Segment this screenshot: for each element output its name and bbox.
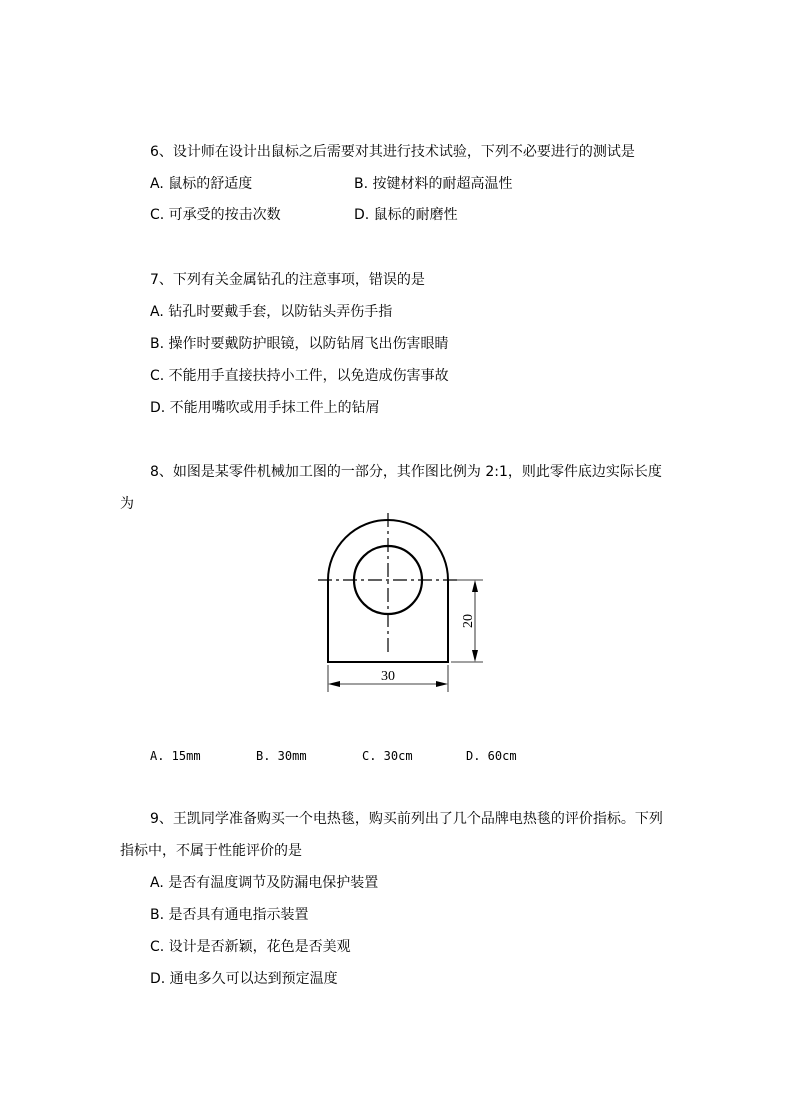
q7-option-a: A. 钻孔时要戴手套，以防钻头弄伤手指 — [150, 304, 393, 320]
arrow-up-icon — [472, 580, 478, 592]
arrow-down-icon — [472, 650, 478, 662]
q9-option-c: C. 设计是否新颖，花色是否美观 — [150, 939, 351, 955]
q6-option-b: B. 按键材料的耐超高温性 — [354, 176, 513, 192]
q7-option-d: D. 不能用嘴吹或用手抹工件上的钻屑 — [150, 400, 380, 416]
arrow-left-icon — [328, 681, 340, 687]
q9-option-b: B. 是否具有通电指示装置 — [150, 907, 309, 923]
q8-option-c: C. 30cm — [362, 749, 413, 763]
dim-width-label: 30 — [381, 669, 395, 684]
q7-option-b: B. 操作时要戴防护眼镜，以防钻屑飞出伤害眼睛 — [150, 336, 449, 352]
q9-option-d: D. 通电多久可以达到预定温度 — [150, 971, 338, 987]
q6-option-d: D. 鼠标的耐磨性 — [354, 207, 458, 223]
q6-option-a: A. 鼠标的舒适度 — [150, 176, 253, 192]
q8-option-a: A. 15mm — [150, 749, 201, 763]
q9-stem-line2: 指标中，不属于性能评价的是 — [120, 843, 302, 859]
q9-stem-line1: 9、王凯同学准备购买一个电热毯，购买前列出了几个品牌电热毯的评价指标。下列 — [150, 811, 663, 827]
dim-height-label: 20 — [461, 614, 477, 628]
q7-option-c: C. 不能用手直接扶持小工件，以免造成伤害事故 — [150, 368, 449, 384]
q8-option-d: D. 60cm — [466, 749, 517, 763]
q6-option-c: C. 可承受的按击次数 — [150, 207, 281, 223]
part-drawing — [310, 510, 510, 695]
q8-stem-line1: 8、如图是某零件机械加工图的一部分，其作图比例为 2:1，则此零件底边实际长度 — [150, 464, 662, 480]
q7-stem: 7、下列有关金属钻孔的注意事项，错误的是 — [150, 272, 425, 288]
arrow-right-icon — [436, 681, 448, 687]
q6-stem: 6、设计师在设计出鼠标之后需要对其进行技术试验，下列不必要进行的测试是 — [150, 144, 635, 160]
q9-option-a: A. 是否有温度调节及防漏电保护装置 — [150, 875, 379, 891]
q8-option-b: B. 30mm — [256, 749, 307, 763]
q8-stem-line2: 为 — [120, 496, 134, 512]
